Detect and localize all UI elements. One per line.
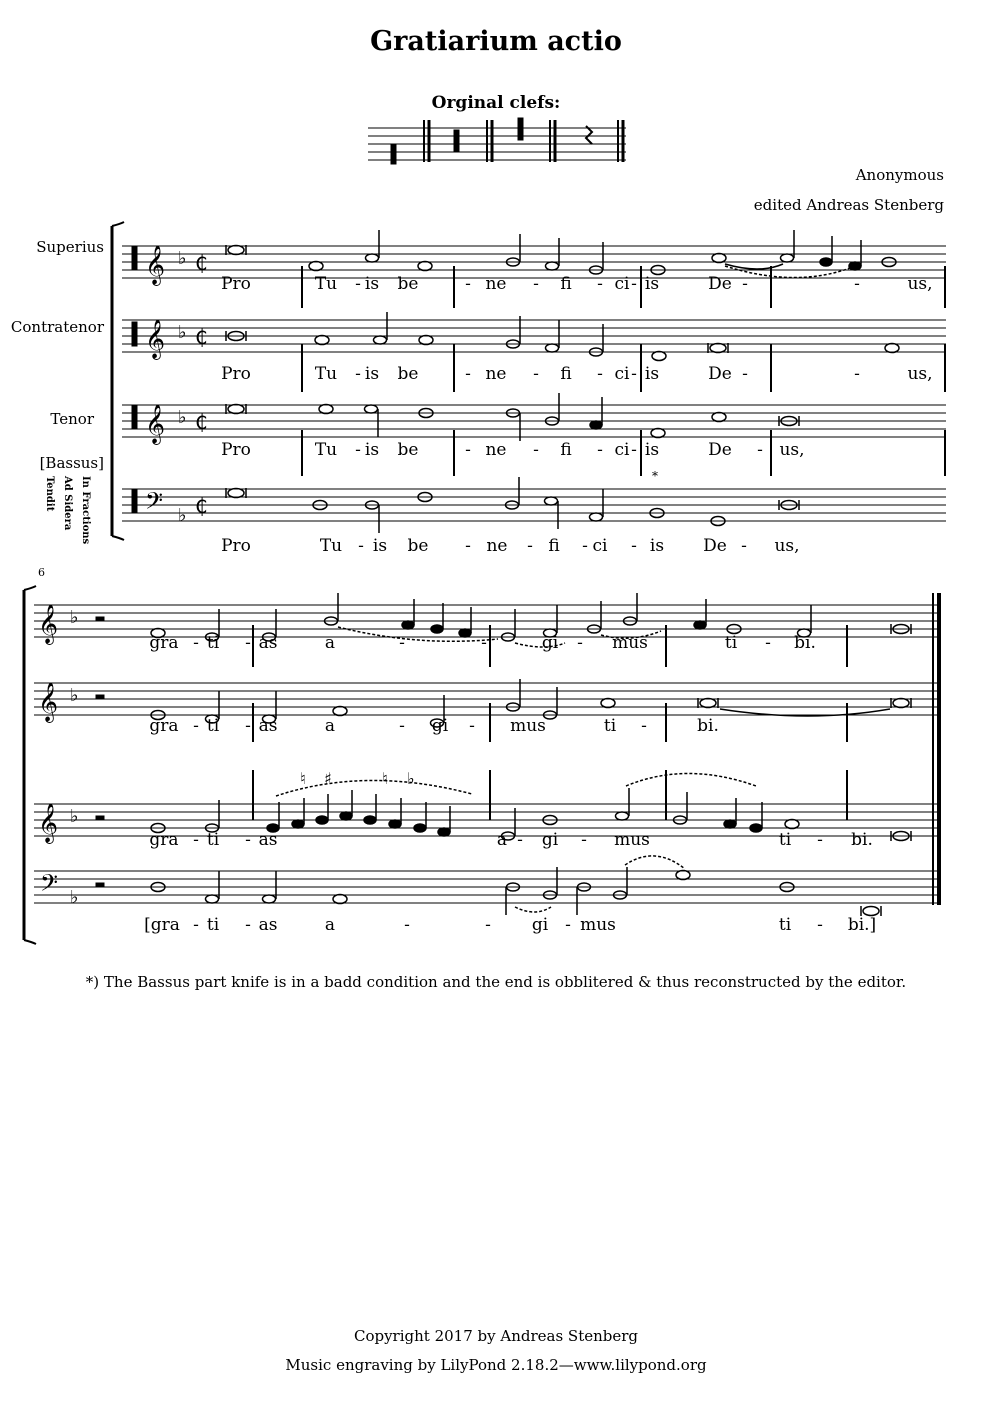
lyric-s1-bassus-syllable: ci — [592, 536, 608, 556]
lyric-s2-superius-syllable: ti — [206, 633, 220, 653]
svg-text:♭: ♭ — [70, 806, 79, 827]
svg-text:♭: ♭ — [178, 322, 187, 343]
lyric-s2-superius-syllable: gra — [149, 633, 179, 653]
lyric-s1-superius-syllable: - — [533, 274, 539, 294]
rests-2 — [96, 617, 104, 887]
lyric-s2-superius-syllable: a — [324, 633, 336, 653]
lyric-s2-tenor-syllable: ti — [778, 830, 792, 850]
lyric-s1-contratenor-syllable: - — [597, 364, 603, 384]
lyric-s1-tenor-syllable: - — [533, 440, 539, 460]
svg-text:♭: ♭ — [178, 505, 187, 526]
lyric-s2-tenor-syllable: ti — [206, 830, 220, 850]
tenor-notes-1 — [226, 393, 799, 441]
lyric-s2-bassus-syllable: - — [485, 915, 491, 935]
lyric-s1-bassus-syllable: - — [527, 536, 533, 556]
lyric-s2-contratenor-syllable: gra — [149, 716, 179, 736]
lyric-s2-contratenor-syllable: - — [399, 716, 405, 736]
lyric-s2-bassus-syllable: mus — [580, 915, 616, 935]
lyric-s1-superius-syllable: be — [397, 274, 419, 294]
lyric-s2-tenor-syllable: - — [245, 830, 251, 850]
lyric-s2-superius-syllable: bi. — [794, 633, 816, 653]
lyric-s1-contratenor-syllable: - — [355, 364, 361, 384]
lyric-s1-superius-syllable: fi — [560, 274, 572, 294]
lyric-s2-tenor-syllable: gra — [149, 830, 179, 850]
lyric-s1-tenor-syllable: us, — [779, 440, 805, 460]
lyric-s1-contratenor-syllable: - — [533, 364, 539, 384]
svg-text:₵: ₵ — [195, 494, 208, 518]
staff-contratenor-2 — [34, 683, 940, 715]
lyric-s2-superius-syllable: gi — [541, 633, 559, 653]
lyric-s1-contratenor-syllable: Pro — [221, 364, 251, 384]
lyric-s2-bassus-syllable: - — [404, 915, 410, 935]
lyric-s1-bassus-syllable: fi — [548, 536, 560, 556]
lyric-s2-bassus-syllable: ti — [206, 915, 220, 935]
lyric-s1-superius-syllable: - — [597, 274, 603, 294]
lyric-s1-contratenor-syllable: - — [465, 364, 471, 384]
lyric-s2-contratenor-syllable: a — [324, 716, 336, 736]
lyric-s1-bassus-syllable: Pro — [221, 536, 251, 556]
lyric-s1-tenor-syllable: ci — [614, 440, 630, 460]
svg-text:♮: ♮ — [300, 769, 306, 788]
lyric-s2-bassus-syllable: - — [817, 915, 823, 935]
measure-number: 6 — [38, 566, 45, 579]
lyric-s1-bassus-syllable: is — [649, 536, 665, 556]
lyric-s2-contratenor-syllable: mus — [510, 716, 546, 736]
lyric-s2-bassus-syllable: - — [565, 915, 571, 935]
lyric-s1-bassus-syllable: is — [372, 536, 388, 556]
lyric-s1-bassus-syllable: us, — [774, 536, 800, 556]
lyric-s2-tenor-syllable: - — [581, 830, 587, 850]
page-title: Gratiarium actio — [370, 26, 622, 57]
lyric-s1-superius-syllable: us, — [907, 274, 933, 294]
editor: edited Andreas Stenberg — [753, 196, 944, 214]
lyric-s1-contratenor-syllable: - — [742, 364, 748, 384]
lyric-s1-bassus-syllable: Tu — [319, 536, 343, 556]
instrument-tenor: Tenor — [50, 410, 94, 428]
instrument-bassus: [Bassus] — [39, 454, 104, 472]
lyric-s2-contratenor-syllable: as — [258, 716, 278, 736]
lyric-s1-superius-syllable: - — [854, 274, 860, 294]
svg-text:𝄢: 𝄢 — [40, 869, 59, 902]
lyric-s1-tenor-syllable: is — [364, 440, 380, 460]
lyric-s1-contratenor-syllable: - — [854, 364, 860, 384]
footnote-mark: * — [652, 469, 658, 483]
lyric-s2-tenor-syllable: as — [258, 830, 278, 850]
lyric-s2-superius-syllable: - — [765, 633, 771, 653]
lyric-s1-superius-syllable: De — [708, 274, 732, 294]
lyric-s1-bassus-syllable: - — [631, 536, 637, 556]
lyric-s2-superius-syllable: - — [193, 633, 199, 653]
lyric-s2-bassus-syllable: - — [245, 915, 251, 935]
lyric-s1-superius-syllable: is — [364, 274, 380, 294]
svg-text:♭: ♭ — [178, 248, 187, 269]
lyric-s2-tenor-syllable: mus — [614, 830, 650, 850]
lyric-s1-contratenor-syllable: is — [644, 364, 660, 384]
svg-text:♭: ♭ — [70, 607, 79, 628]
lyric-s2-tenor-syllable: - — [817, 830, 823, 850]
lyric-s2-contratenor-syllable: - — [245, 716, 251, 736]
lyric-s2-bassus-syllable: gi — [531, 915, 549, 935]
lyric-s1-bassus-syllable: - — [741, 536, 747, 556]
lyric-s1-tenor-syllable: be — [397, 440, 419, 460]
lyric-s1-contratenor-syllable: be — [397, 364, 419, 384]
lyric-s1-bassus-syllable: ne — [486, 536, 508, 556]
lyric-s2-contratenor-syllable: - — [193, 716, 199, 736]
footnote: *) The Bassus part knife is in a badd condition and the end is obblitered & thus reconstructed by the editor. — [85, 973, 907, 991]
lyric-s1-bassus-syllable: - — [582, 536, 588, 556]
lyric-s1-contratenor-syllable: Tu — [314, 364, 338, 384]
lyric-s1-contratenor-syllable: ne — [485, 364, 507, 384]
lyric-s2-bassus-syllable: a — [324, 915, 336, 935]
lyric-s1-superius-syllable: - — [465, 274, 471, 294]
lyric-s1-tenor-syllable: Tu — [314, 440, 338, 460]
lyric-s2-contratenor-syllable: bi. — [697, 716, 719, 736]
lyric-s2-superius-syllable: mus — [612, 633, 648, 653]
lyric-s1-tenor-syllable: Pro — [221, 440, 251, 460]
svg-text:𝄢: 𝄢 — [145, 487, 164, 520]
clefs-1 — [145, 245, 208, 526]
lyric-s1-bassus-syllable: - — [358, 536, 364, 556]
bassus-subtitle-1: In Fractions — [80, 476, 91, 545]
lyric-s1-tenor-syllable: - — [631, 440, 637, 460]
lyric-s1-contratenor-syllable: is — [364, 364, 380, 384]
svg-text:𝄞: 𝄞 — [38, 604, 59, 644]
lyric-s1-contratenor-syllable: De — [708, 364, 732, 384]
svg-text:₵: ₵ — [195, 325, 208, 349]
lyric-s2-tenor-syllable: bi. — [851, 830, 873, 850]
svg-text:♭: ♭ — [407, 769, 415, 788]
svg-text:♭: ♭ — [70, 887, 79, 908]
lyric-s2-superius-syllable: - — [399, 633, 405, 653]
svg-text:𝄞: 𝄞 — [145, 245, 166, 285]
lyric-s2-superius-syllable: - — [577, 633, 583, 653]
copyright: Copyright 2017 by Andreas Stenberg — [353, 1327, 639, 1345]
instrument-superius: Superius — [36, 238, 104, 256]
lyric-s1-tenor-syllable: - — [597, 440, 603, 460]
lyric-s1-contratenor-syllable: - — [631, 364, 637, 384]
lyric-s2-tenor-syllable: - — [517, 830, 523, 850]
instrument-contratenor: Contratenor — [10, 318, 104, 336]
lyric-s1-superius-syllable: - — [742, 274, 748, 294]
lyric-s1-superius-syllable: - — [631, 274, 637, 294]
lyric-s2-bassus-syllable: - — [193, 915, 199, 935]
lyric-s1-superius-syllable: is — [644, 274, 660, 294]
svg-text:♭: ♭ — [70, 685, 79, 706]
lyric-s1-superius-syllable: Pro — [221, 274, 251, 294]
staff-bassus-2 — [34, 871, 940, 903]
lyric-s1-bassus-syllable: be — [407, 536, 429, 556]
bassus-subtitle-3: Tendit — [44, 476, 55, 512]
lyric-s1-tenor-syllable: ne — [485, 440, 507, 460]
lyric-s1-bassus-syllable: - — [465, 536, 471, 556]
lyric-s2-contratenor-syllable: - — [641, 716, 647, 736]
bassus-notes-2 — [151, 856, 881, 916]
lyric-s1-contratenor-syllable: ci — [614, 364, 630, 384]
original-clefs-label: Orginal clefs: — [431, 93, 561, 113]
lyric-s1-tenor-syllable: is — [644, 440, 660, 460]
svg-text:𝄞: 𝄞 — [38, 803, 59, 843]
lyric-s2-superius-syllable: ti — [724, 633, 738, 653]
lyric-s2-contratenor-syllable: ti — [603, 716, 617, 736]
lyric-s2-superius-syllable: - — [245, 633, 251, 653]
engraving-credit: Music engraving by LilyPond 2.18.2—www.lilypond.org — [285, 1356, 707, 1374]
lyric-s1-bassus-syllable: De — [703, 536, 727, 556]
lyric-s2-tenor-syllable: a — [496, 830, 508, 850]
svg-text:𝄞: 𝄞 — [38, 682, 59, 722]
lyric-s2-bassus-syllable: bi.] — [847, 915, 877, 935]
lyric-s1-superius-syllable: Tu — [314, 274, 338, 294]
lyric-s1-superius-syllable: ne — [485, 274, 507, 294]
lyric-s1-superius-syllable: - — [355, 274, 361, 294]
incipit-clefs-1 — [132, 246, 137, 513]
svg-text:𝄞: 𝄞 — [145, 404, 166, 444]
lyric-s2-superius-syllable: - — [481, 633, 487, 653]
lyric-s1-superius-syllable: ci — [614, 274, 630, 294]
lyric-s2-tenor-syllable: gi — [541, 830, 559, 850]
composer: Anonymous — [855, 166, 944, 184]
lyric-s1-tenor-syllable: - — [757, 440, 763, 460]
lyric-s1-tenor-syllable: fi — [560, 440, 572, 460]
svg-text:₵: ₵ — [195, 251, 208, 275]
svg-text:♮: ♮ — [382, 769, 388, 788]
svg-text:♭: ♭ — [178, 407, 187, 428]
bassus-subtitle-2: Ad Sidera — [62, 476, 73, 531]
lyric-s1-tenor-syllable: - — [355, 440, 361, 460]
svg-text:𝄞: 𝄞 — [145, 319, 166, 359]
original-clefs-incipit — [368, 118, 626, 164]
svg-text:₵: ₵ — [195, 410, 208, 434]
lyric-s2-tenor-syllable: - — [193, 830, 199, 850]
lyric-s1-contratenor-syllable: fi — [560, 364, 572, 384]
lyric-s2-contratenor-syllable: ti — [206, 716, 220, 736]
lyric-s2-bassus-syllable: ti — [778, 915, 792, 935]
clefs-2 — [38, 604, 79, 908]
lyric-s1-tenor-syllable: - — [465, 440, 471, 460]
lyric-s2-bassus-syllable: [gra — [144, 915, 180, 935]
svg-text:♯: ♯ — [324, 769, 332, 788]
lyric-s2-superius-syllable: as — [258, 633, 278, 653]
lyric-s2-contratenor-syllable: - — [469, 716, 475, 736]
lyric-s2-contratenor-syllable: gi — [431, 716, 449, 736]
lyric-s1-contratenor-syllable: us, — [907, 364, 933, 384]
lyric-s2-bassus-syllable: as — [258, 915, 278, 935]
lyric-s1-tenor-syllable: De — [708, 440, 732, 460]
